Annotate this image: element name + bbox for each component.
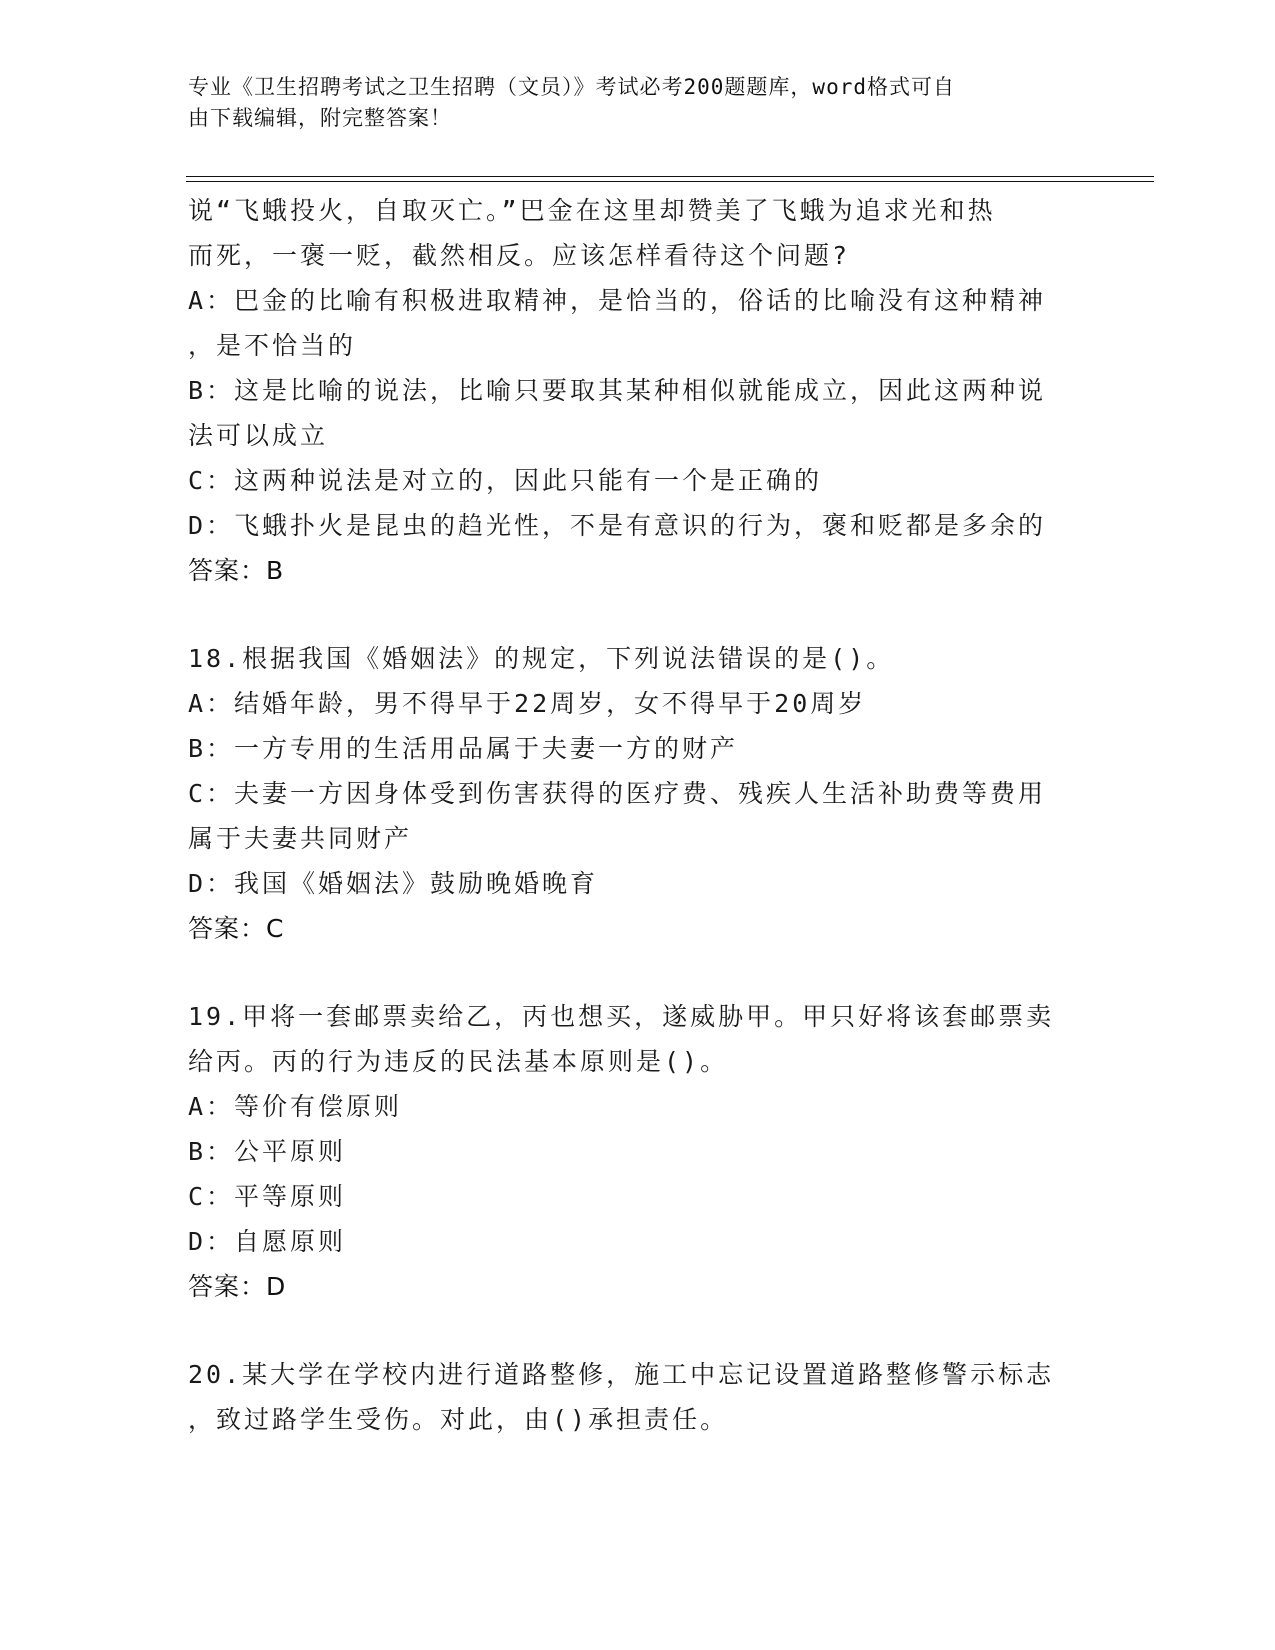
question-block	[188, 636, 1088, 951]
question-block	[188, 994, 1088, 1309]
question-stem-line: 18.根据我国《婚姻法》的规定，下列说法错误的是()。	[188, 644, 895, 673]
question-spacer	[188, 1309, 1088, 1352]
header-title-line-2: 由下载编辑，附完整答案！	[188, 106, 452, 130]
answer-label: 答案：B	[188, 556, 285, 585]
header-rule-bottom	[186, 181, 1154, 182]
option-a: A：结婚年龄，男不得早于22周岁，女不得早于20周岁	[188, 689, 867, 718]
question-spacer	[188, 593, 1088, 636]
question-stem-line: 给丙。丙的行为违反的民法基本原则是()。	[188, 1047, 729, 1076]
option-a: A：等价有偿原则	[188, 1092, 403, 1121]
question-block	[188, 188, 1088, 593]
option-c: C：夫妻一方因身体受到伤害获得的医疗费、残疾人生活补助费等费用	[188, 779, 1047, 808]
option-b: B：这是比喻的说法，比喻只要取其某种相似就能成立，因此这两种说	[188, 376, 1047, 405]
question-block	[188, 1352, 1088, 1442]
answer-label: 答案：D	[188, 1272, 287, 1301]
option-c-continued: 属于夫妻共同财产	[188, 824, 413, 853]
option-c: C：这两种说法是对立的，因此只能有一个是正确的	[188, 466, 823, 495]
option-c: C：平等原则	[188, 1182, 347, 1211]
question-stem-line: 说“飞蛾投火，自取灭亡。”巴金在这里却赞美了飞蛾为追求光和热	[188, 196, 996, 225]
question-stem-line: ，致过路学生受伤。对此，由()承担责任。	[188, 1405, 729, 1434]
option-b-continued: 法可以成立	[188, 421, 329, 450]
option-a-continued: ，是不恰当的	[188, 331, 357, 360]
header-rule-top	[186, 176, 1154, 177]
question-stem-line: 20.某大学在学校内进行道路整修，施工中忘记设置道路整修警示标志	[188, 1360, 1055, 1389]
document-header	[188, 72, 1068, 134]
answer-label: 答案：C	[188, 914, 285, 943]
header-title-line-1: 专业《卫生招聘考试之卫生招聘（文员）》考试必考200题题库，word格式可自	[188, 75, 955, 99]
question-stem-line: 而死，一褒一贬，截然相反。应该怎样看待这个问题?	[188, 241, 851, 270]
option-d: D：飞蛾扑火是昆虫的趋光性，不是有意识的行为，褒和贬都是多余的	[188, 511, 1047, 540]
question-stem-line: 19.甲将一套邮票卖给乙，丙也想买，遂威胁甲。甲只好将该套邮票卖	[188, 1002, 1055, 1031]
option-b: B：公平原则	[188, 1137, 347, 1166]
option-d: D：自愿原则	[188, 1227, 347, 1256]
question-list	[188, 188, 1088, 1442]
question-spacer	[188, 951, 1088, 994]
option-a: A：巴金的比喻有积极进取精神，是恰当的，俗话的比喻没有这种精神	[188, 286, 1047, 315]
option-b: B：一方专用的生活用品属于夫妻一方的财产	[188, 734, 739, 763]
option-d: D：我国《婚姻法》鼓励晚婚晚育	[188, 869, 599, 898]
